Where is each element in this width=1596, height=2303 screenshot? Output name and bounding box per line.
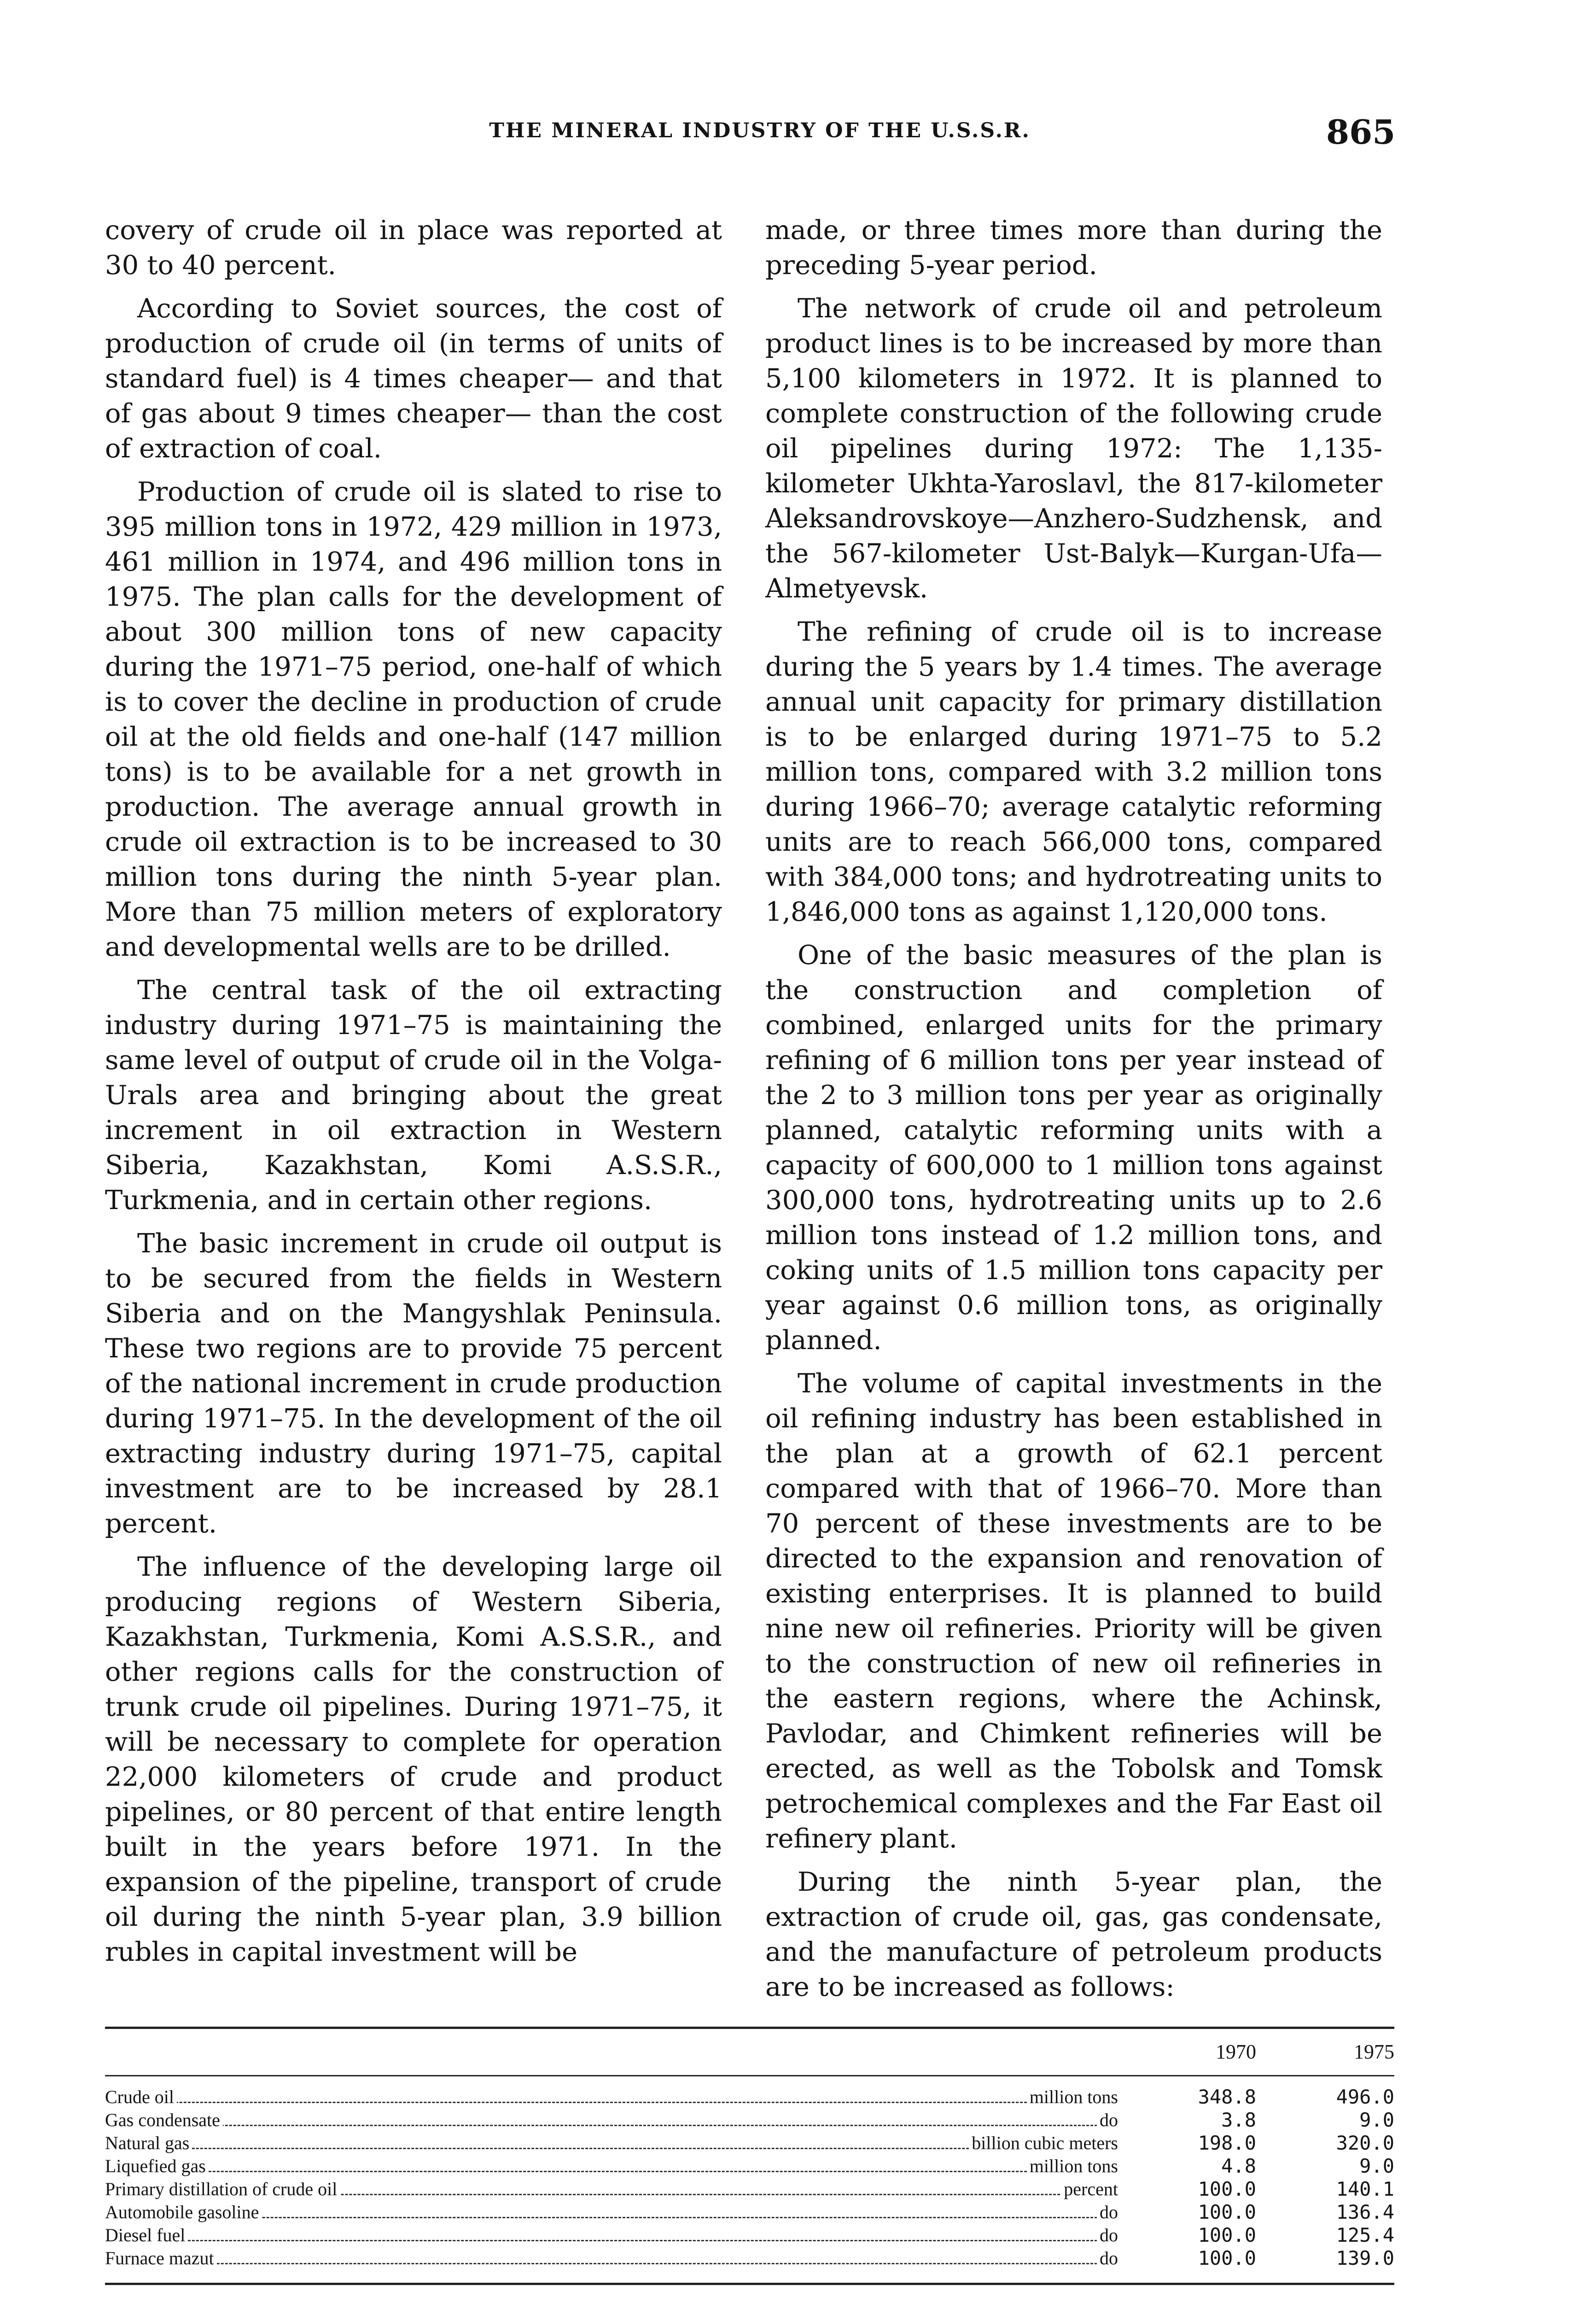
production-table xyxy=(105,2027,1394,2285)
row-item xyxy=(105,2109,1118,2132)
paragraph: The influence of the developing large oil producing regions of Western Siberia, Kazakhstan, Turkmenia, Komi A.S.S.R., and other regions calls for the construction of trunk crude oil pipelines. During 1971–75, it will be necessary to complete for operation 22,000 kilometers of crude and product pipelines, or 80 percent of that entire length built in the years before 1971. In the expansion of the pipeline, transport of crude oil during the ninth 5-year plan, 3.9 billion rubles in capital investment will be xyxy=(105,1551,722,1967)
row-item xyxy=(105,2086,1118,2109)
value-1975: 140.1 xyxy=(1336,2178,1394,2200)
table-row xyxy=(105,2247,1394,2270)
paragraph: One of the basic measures of the plan is the construction and completion of combined, enlarged units for the primary refining of 6 million tons per year instead of the 2 to 3 million tons per year as originally planned, catalytic reforming units with a capacity of 600,000 to 1 million tons against 300,000 tons, hydrotreating units up to 2.6 million tons instead of 1.2 million tons, and coking units of 1.5 million tons capacity per year against 0.6 million tons, as originally planned. xyxy=(765,940,1382,1356)
paragraph: made, or three times more than during the preceding 5-year period. xyxy=(765,215,1382,281)
table-row xyxy=(105,2109,1394,2132)
value-1975: 320.0 xyxy=(1336,2132,1394,2154)
row-item xyxy=(105,2224,1118,2247)
value-1970: 100.0 xyxy=(1198,2201,1256,2223)
paragraph: Production of crude oil is slated to rise to 395 million tons in 1972, 429 million in 1973, 461 million in 1974, and 496 million tons in 1975. The plan calls for the development of about 300 million tons of new capacity during the 1971–75 period, one-half of which is to cover the decline in production of crude oil at the old fields and one-half (147 million tons) is to be available for a net growth in production. The average annual growth in crude oil extraction is to be increased to 30 million tons during the ninth 5-year plan. More than 75 million meters of exploratory and developmental wells are to be drilled. xyxy=(105,476,722,962)
table-row xyxy=(105,2155,1394,2178)
row-label: Furnace mazut xyxy=(105,2248,217,2268)
table-header-row xyxy=(105,2029,1394,2075)
paragraph: The network of crude oil and petroleum product lines is to be increased by more than 5,100 kilometers in 1972. It is planned to complete construction of the following crude oil pipelines during 1972: The 1,135-kilometer Ukhta-Yaroslavl, the 817-kilometer Aleksandrovskoye—Anzhero-Sudzhensk, and the 567-kilometer Ust-Balyk—Kurgan-Ufa—Almetyevsk. xyxy=(765,293,1382,604)
paragraph: According to Soviet sources, the cost of production of crude oil (in terms of units of standard fuel) is 4 times cheaper— and that of gas about 9 times cheaper— than the cost of extraction of coal. xyxy=(105,293,722,464)
row-label: Primary distillation of crude oil xyxy=(105,2179,340,2199)
column-header-1975: 1975 xyxy=(1354,2040,1394,2063)
row-label: Crude oil xyxy=(105,2087,177,2107)
paragraph: The volume of capital investments in the oil refining industry has been established in the plan at a growth of 62.1 percent compared with that of 1966–70. More than 70 percent of these investments are to be directed to the expansion and renovation of existing enterprises. It is planned to build nine new oil refineries. Priority will be given to the construction of new oil refineries in the eastern regions, where the Achinsk, Pavlodar, and Chimkent refineries will be erected, as well as the Tobolsk and Tomsk petrochemical complexes and the Far East oil refinery plant. xyxy=(765,1368,1382,1854)
row-label: Gas condensate xyxy=(105,2110,223,2130)
row-unit: percent xyxy=(1061,2178,1118,2201)
table-bottom-rule xyxy=(105,2283,1394,2285)
row-item xyxy=(105,2201,1118,2224)
row-label: Diesel fuel xyxy=(105,2225,188,2245)
value-1975: 9.0 xyxy=(1359,2155,1394,2177)
value-1975: 9.0 xyxy=(1359,2109,1394,2131)
table-row xyxy=(105,2201,1394,2224)
row-unit: do xyxy=(1097,2201,1118,2224)
value-1970: 100.0 xyxy=(1198,2224,1256,2246)
value-1975: 125.4 xyxy=(1336,2224,1394,2246)
row-unit: million tons xyxy=(1027,2086,1118,2109)
column-header-1970: 1970 xyxy=(1216,2040,1256,2063)
row-label: Liquefied gas xyxy=(105,2156,209,2176)
row-unit: million tons xyxy=(1027,2155,1118,2178)
row-unit: billion cubic meters xyxy=(969,2132,1118,2155)
value-1970: 4.8 xyxy=(1221,2155,1256,2177)
row-item xyxy=(105,2155,1118,2178)
paragraph: The refining of crude oil is to increase during the 5 years by 1.4 times. The average annual unit capacity for primary distillation is to be enlarged during 1971–75 to 5.2 million tons, compared with 3.2 million tons during 1966–70; average catalytic reforming units are to reach 566,000 tons, compared with 384,000 tons; and hydrotreating units to 1,846,000 tons as against 1,120,000 tons. xyxy=(765,616,1382,927)
row-label: Natural gas xyxy=(105,2133,192,2153)
paragraph: During the ninth 5-year plan, the extraction of crude oil, gas, gas condensate, and the manufacture of petroleum products are to be increased as follows: xyxy=(765,1866,1382,2002)
value-1975: 139.0 xyxy=(1336,2247,1394,2269)
running-title: THE MINERAL INDUSTRY OF THE U.S.S.R. xyxy=(489,119,1031,142)
row-unit: do xyxy=(1097,2247,1118,2270)
value-1970: 100.0 xyxy=(1198,2178,1256,2200)
value-1970: 100.0 xyxy=(1198,2247,1256,2269)
value-1970: 3.8 xyxy=(1221,2109,1256,2131)
paragraph: The basic increment in crude oil output is to be secured from the fields in Western Siberia and on the Mangyshlak Peninsula. These two regions are to provide 75 percent of the national increment in crude production during 1971–75. In the development of the oil extracting industry during 1971–75, capital investment are to be increased by 28.1 percent. xyxy=(105,1228,722,1539)
table-row xyxy=(105,2086,1394,2109)
value-1970: 198.0 xyxy=(1198,2132,1256,2154)
row-item xyxy=(105,2178,1118,2201)
paragraph: The central task of the oil extracting industry during 1971–75 is maintaining the same level of output of crude oil in the Volga-Urals area and bringing about the great increment in oil extraction in Western Siberia, Kazakhstan, Komi A.S.S.R., Turkmenia, and in certain other regions. xyxy=(105,975,722,1216)
row-unit: do xyxy=(1097,2109,1118,2132)
right-text-column xyxy=(765,213,1382,2013)
value-1975: 496.0 xyxy=(1336,2086,1394,2108)
table-row xyxy=(105,2224,1394,2247)
paragraph: covery of crude oil in place was reported at 30 to 40 percent. xyxy=(105,215,722,281)
value-1970: 348.8 xyxy=(1198,2086,1256,2108)
left-text-column xyxy=(105,213,722,1978)
value-1975: 136.4 xyxy=(1336,2201,1394,2223)
row-label: Automobile gasoline xyxy=(105,2202,262,2222)
table-body xyxy=(105,2076,1394,2283)
table-row xyxy=(105,2132,1394,2155)
row-item xyxy=(105,2247,1118,2270)
page-number: 865 xyxy=(1326,112,1396,152)
table-row xyxy=(105,2178,1394,2201)
row-item xyxy=(105,2132,1118,2155)
row-unit: do xyxy=(1097,2224,1118,2247)
